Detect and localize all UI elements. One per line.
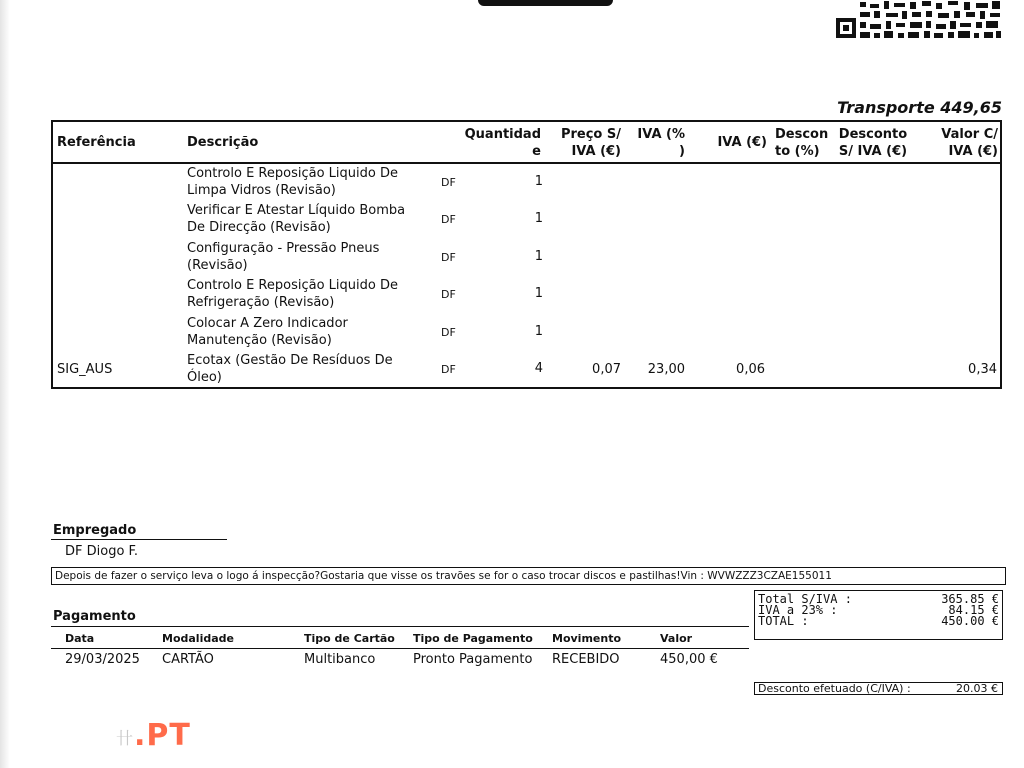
totals-box — [754, 590, 1003, 640]
pagamento-header-movimento: Movimento — [552, 632, 622, 645]
empregado-underline — [51, 539, 227, 540]
row-unit: DF — [441, 176, 456, 189]
row-description: Controlo E Reposição Liquido De Limpa Vidros (Revisão) — [187, 166, 398, 198]
row-description: Configuração - Pressão Pneus (Revisão) — [187, 241, 380, 273]
header-valor: Valor C/ IVA (€) — [941, 127, 998, 159]
row-description: Controlo E Reposição Liquido De Refrigeração (Revisão) — [187, 278, 398, 310]
header-iva-eur: IVA (€) — [717, 135, 767, 150]
total-siva-label: Total S/IVA : — [758, 592, 852, 606]
header-iva-pct: IVA (% ) — [637, 127, 685, 159]
header-divider — [53, 162, 1000, 164]
total-row — [758, 615, 999, 627]
service-note: Depois de fazer o serviço leva o logo á inspecção?Gostaria que visse os travões se for o caso trocar discos e pastilhas!Vin : WVWZZZ3CZAE155011 — [51, 567, 1006, 585]
header-quantidade: Quantidad e — [464, 127, 541, 159]
row-quantity: 1 — [534, 249, 543, 264]
row-unit: DF — [441, 251, 456, 264]
row-quantity: 1 — [534, 324, 543, 339]
row-description: Verificar E Atestar Líquido Bomba De Direcção (Revisão) — [187, 203, 406, 235]
redacted-bar — [478, 0, 613, 6]
transporte-total: Transporte 449,65 — [837, 98, 1002, 117]
pagamento-header-data: Data — [65, 632, 95, 645]
pagamento-tipo-cartao: Multibanco — [304, 652, 376, 667]
watermark-logo — [116, 718, 191, 753]
pagamento-header-tipo-cartao: Tipo de Cartão — [304, 632, 395, 645]
row-description: Ecotax (Gestão De Resíduos De Óleo) — [187, 353, 393, 385]
row-description: Colocar A Zero Indicador Manutenção (Revisão) — [187, 316, 348, 348]
desconto-value: 20.03 € — [956, 682, 998, 695]
qr-code-icon — [834, 0, 1002, 40]
row-quantity: 1 — [534, 211, 543, 226]
logo-mark-icon: 卄 — [116, 729, 134, 749]
pagamento-header-tipo-pagamento: Tipo de Pagamento — [413, 632, 533, 645]
row-unit: DF — [441, 213, 456, 226]
pagamento-header-divider — [51, 648, 749, 649]
row-unit: DF — [441, 363, 456, 376]
pagamento-underline — [51, 626, 749, 627]
pagamento-movimento: RECEBIDO — [552, 652, 620, 667]
pagamento-valor: 450,00 € — [660, 652, 718, 667]
iva-label: IVA a 23% : — [758, 603, 838, 617]
pagamento-title: Pagamento — [53, 609, 136, 624]
desconto-label: Desconto efetuado (C/IVA) : — [758, 682, 911, 695]
header-referencia: Referência — [57, 135, 136, 150]
pagamento-data: 29/03/2025 — [65, 652, 140, 667]
total-label: TOTAL : — [758, 614, 809, 628]
row-iva-eur: 0,06 — [736, 362, 765, 377]
desconto-box — [754, 682, 1003, 695]
header-preco: Preço S/ IVA (€) — [560, 127, 621, 159]
row-unit: DF — [441, 288, 456, 301]
row-quantity: 4 — [534, 361, 543, 376]
header-descricao: Descrição — [187, 135, 259, 150]
total-value: 450.00 € — [941, 614, 999, 628]
row-quantity: 1 — [534, 286, 543, 301]
items-table — [51, 120, 1002, 389]
empregado-name: DF Diogo F. — [65, 544, 139, 559]
pagamento-header-modalidade: Modalidade — [162, 632, 234, 645]
row-preco: 0,07 — [592, 362, 621, 377]
pagamento-modalidade: CARTÃO — [162, 652, 214, 667]
row-quantity: 1 — [534, 174, 543, 189]
pagamento-header-valor: Valor — [660, 632, 693, 645]
iva-value: 84.15 € — [948, 603, 999, 617]
row-unit: DF — [441, 326, 456, 339]
row-reference: SIG_AUS — [57, 362, 113, 377]
row-valor: 0,34 — [968, 362, 997, 377]
total-siva-value: 365.85 € — [941, 592, 999, 606]
header-desconto-pct: Descon to (%) — [775, 127, 829, 159]
logo-text: .PT — [134, 718, 191, 753]
header-desconto-siva: Desconto S/ IVA (€) — [838, 127, 908, 159]
row-iva-pct: 23,00 — [647, 362, 685, 377]
pagamento-tipo-pagamento: Pronto Pagamento — [413, 652, 533, 667]
empregado-title: Empregado — [53, 523, 137, 538]
page-shadow — [0, 0, 10, 768]
